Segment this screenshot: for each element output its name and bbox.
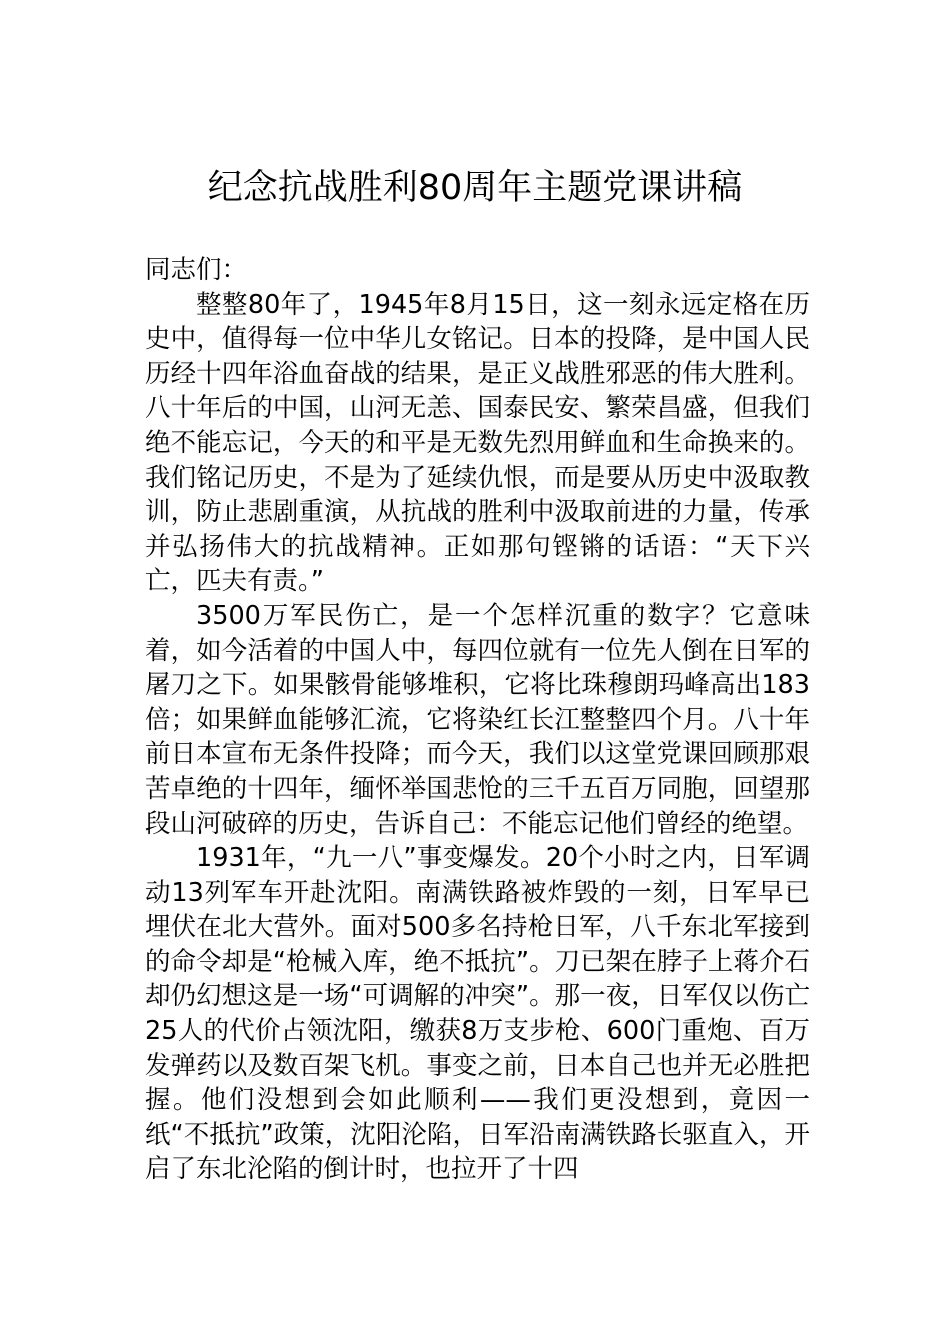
- document-body: [145, 253, 810, 1187]
- paragraph-3: 1931年，“九一八”事变爆发。20个小时之内，日军调动13列军车开赴沈阳。南满铁路被炸毁的一刻，日军早已埋伏在北大营外。面对500多名持枪日军，八千东北军接到的命令却是“枪械入库，绝不抵抗”。刀已架在脖子上蒋介石却仍幻想这是一场“可调解的冲突”。那一夜，日军仅以伤亡25人的代价占领沈阳，缴获8万支步枪、600门重炮、百万发弹药以及数百架飞机。事变之前，日本自己也并无必胜把握。他们没想到会如此顺利——我们更没想到，竟因一纸“不抵抗”政策，沈阳沦陷，日军沿南满铁路长驱直入，开启了东北沦陷的倒计时，也拉开了十四: [145, 843, 810, 1185]
- paragraph-1: 整整80年了，1945年8月15日，这一刻永远定格在历史中，值得每一位中华儿女铭记。日本的投降，是中国人民历经十四年浴血奋战的结果，是正义战胜邪恶的伟大胜利。八十年后的中国，山河无恙、国泰民安、繁荣昌盛，但我们绝不能忘记，今天的和平是无数先烈用鲜血和生命换来的。我们铭记历史，不是为了延续仇恨，而是要从历史中汲取教训，防止悲剧重演，从抗战的胜利中汲取前进的力量，传承并弘扬伟大的抗战精神。正如那句铿锵的话语：“天下兴亡，匹夫有责。”: [145, 289, 810, 597]
- document-title: 纪念抗战胜利80周年主题党课讲稿: [207, 168, 743, 208]
- salutation: 同志们：: [145, 255, 248, 285]
- paragraph-2: 3500万军民伤亡，是一个怎样沉重的数字？它意味着，如今活着的中国人中，每四位就有一位先人倒在日军的屠刀之下。如果骸骨能够堆积，它将比珠穆朗玛峰高出183倍；如果鲜血能够汇流，它将染红长江整整四个月。八十年前日本宣布无条件投降；而今天，我们以这堂党课回顾那艰苦卓绝的十四年，缅怀举国悲怆的三千五百万同胞，回望那段山河破碎的历史，告诉自己：不能忘记他们曾经的绝望。: [145, 600, 810, 839]
